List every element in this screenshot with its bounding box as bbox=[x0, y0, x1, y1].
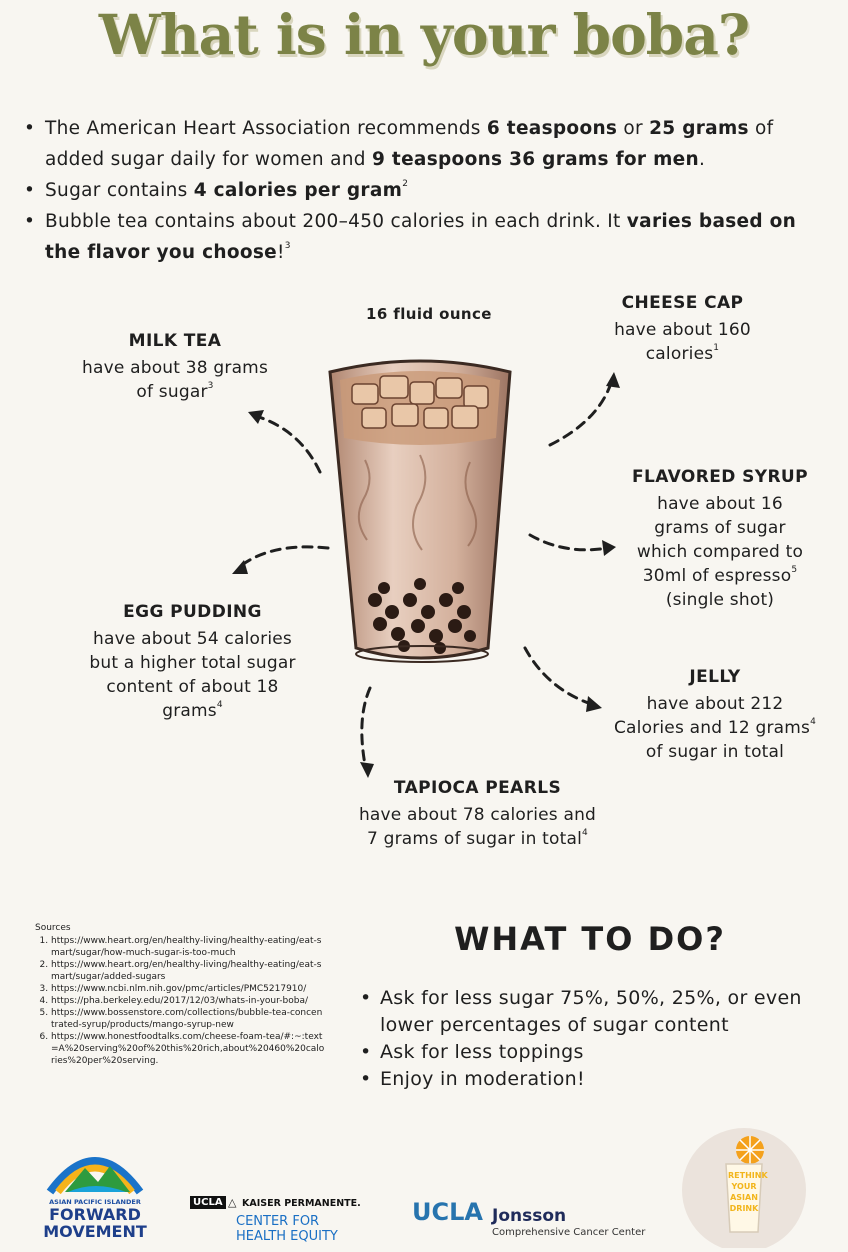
source-link[interactable]: 5. https://www.bossenstore.com/collections/bubble-tea-concentrated-syrup/products/mango-syrup-new bbox=[51, 1007, 325, 1031]
kaiser-che-logo: UCLA △ KAISER PERMANENTE. CENTER FOR HEALTH EQUITY bbox=[190, 1196, 380, 1248]
cheese-cap-text: have about 160 calories$^1$ bbox=[614, 320, 751, 364]
flavored-syrup-title: FLAVORED SYRUP bbox=[632, 467, 808, 487]
intro-bullet-3: • Bubble tea contains about 200–450 calories in each drink. It varies based on the flavor you choose!$^3$ bbox=[22, 206, 837, 268]
jelly-title: JELLY bbox=[689, 667, 741, 687]
cup-drawing bbox=[330, 361, 510, 662]
tapioca-title: TAPIOCA PEARLS bbox=[393, 778, 562, 798]
sources-block bbox=[35, 922, 325, 1067]
arrow-cheese-cap bbox=[550, 380, 612, 445]
sources-list bbox=[35, 935, 325, 1067]
cup-size-label: 16 fluid ounce bbox=[366, 305, 492, 323]
arrow-egg-pudding bbox=[238, 547, 328, 568]
milk-tea-block bbox=[70, 331, 280, 404]
apiffm-logo: ASIAN PACIFIC ISLANDER FORWARD MOVEMENT bbox=[40, 1140, 150, 1245]
sources-heading: Sources bbox=[35, 923, 71, 933]
source-link[interactable]: 4. https://pha.berkeley.edu/2017/12/03/whats-in-your-boba/ bbox=[51, 995, 325, 1007]
ucla-jonsson-logo: UCLA Jonsson Comprehensive Cancer Center bbox=[412, 1198, 646, 1238]
arrow-jelly bbox=[525, 648, 594, 705]
source-link[interactable]: 3. https://www.ncbi.nlm.nih.gov/pmc/articles/PMC5217910/ bbox=[51, 983, 325, 995]
egg-pudding-block bbox=[75, 602, 310, 723]
egg-pudding-title: EGG PUDDING bbox=[123, 602, 262, 622]
milk-tea-title: MILK TEA bbox=[128, 331, 222, 351]
flavored-syrup-block bbox=[620, 467, 820, 612]
todo-item: • Ask for less toppings bbox=[357, 1039, 827, 1066]
arrow-milk-tea bbox=[256, 416, 320, 472]
jelly-text: have about 212 Calories and 12 grams$^4$ of sugar in total bbox=[613, 694, 817, 762]
egg-pudding-text: have about 54 calories but a higher total sugar content of about 18 grams$^4$ bbox=[89, 629, 296, 721]
source-link[interactable]: 1. https://www.heart.org/en/healthy-living/healthy-eating/eat-smart/sugar/how-much-sugar-is-too-much bbox=[51, 935, 325, 959]
intro-bullet-2: • Sugar contains 4 calories per gram$^2$ bbox=[22, 175, 837, 206]
tapioca-text: have about 78 calories and 7 grams of sugar in total$^4$ bbox=[358, 805, 597, 849]
source-link[interactable]: 2. https://www.heart.org/en/healthy-living/healthy-eating/eat-smart/sugar/added-sugars bbox=[51, 959, 325, 983]
what-to-do-list bbox=[357, 985, 827, 1093]
tapioca-block bbox=[345, 778, 610, 851]
cheese-cap-block bbox=[590, 293, 775, 366]
intro-bullet-1: • The American Heart Association recommends 6 teaspoons or 25 grams of added sugar daily for women and 9 teaspoons 36 grams for men. bbox=[22, 113, 837, 175]
arrow-flavored-syrup bbox=[530, 535, 608, 550]
what-to-do-title: WHAT TO DO? bbox=[454, 920, 726, 958]
apiffm-logo-mark bbox=[40, 1140, 150, 1200]
source-link[interactable]: 6. https://www.honestfoodtalks.com/cheese-foam-tea/#:~:text=A%20serving%20of%20this%20rich,about%20460%20calories%20per%20serving. bbox=[51, 1031, 325, 1067]
cheese-cap-title: CHEESE CAP bbox=[621, 293, 744, 313]
flavored-syrup-text: have about 16 grams of sugar which compared to 30ml of espresso$^5$ (single shot) bbox=[636, 494, 804, 610]
todo-item: • Ask for less sugar 75%, 50%, 25%, or even lower percentages of sugar content bbox=[357, 985, 827, 1039]
todo-item: • Enjoy in moderation! bbox=[357, 1066, 827, 1093]
milk-tea-text: have about 38 grams of sugar$^3$ bbox=[81, 358, 269, 402]
jelly-block bbox=[605, 667, 825, 764]
rethink-drink-logo: RETHINK YOUR ASIAN DRINK bbox=[680, 1120, 808, 1248]
page-title: What is in your boba? bbox=[98, 2, 750, 67]
kaiser-icon: △ bbox=[228, 1196, 237, 1209]
arrow-tapioca bbox=[362, 688, 370, 770]
